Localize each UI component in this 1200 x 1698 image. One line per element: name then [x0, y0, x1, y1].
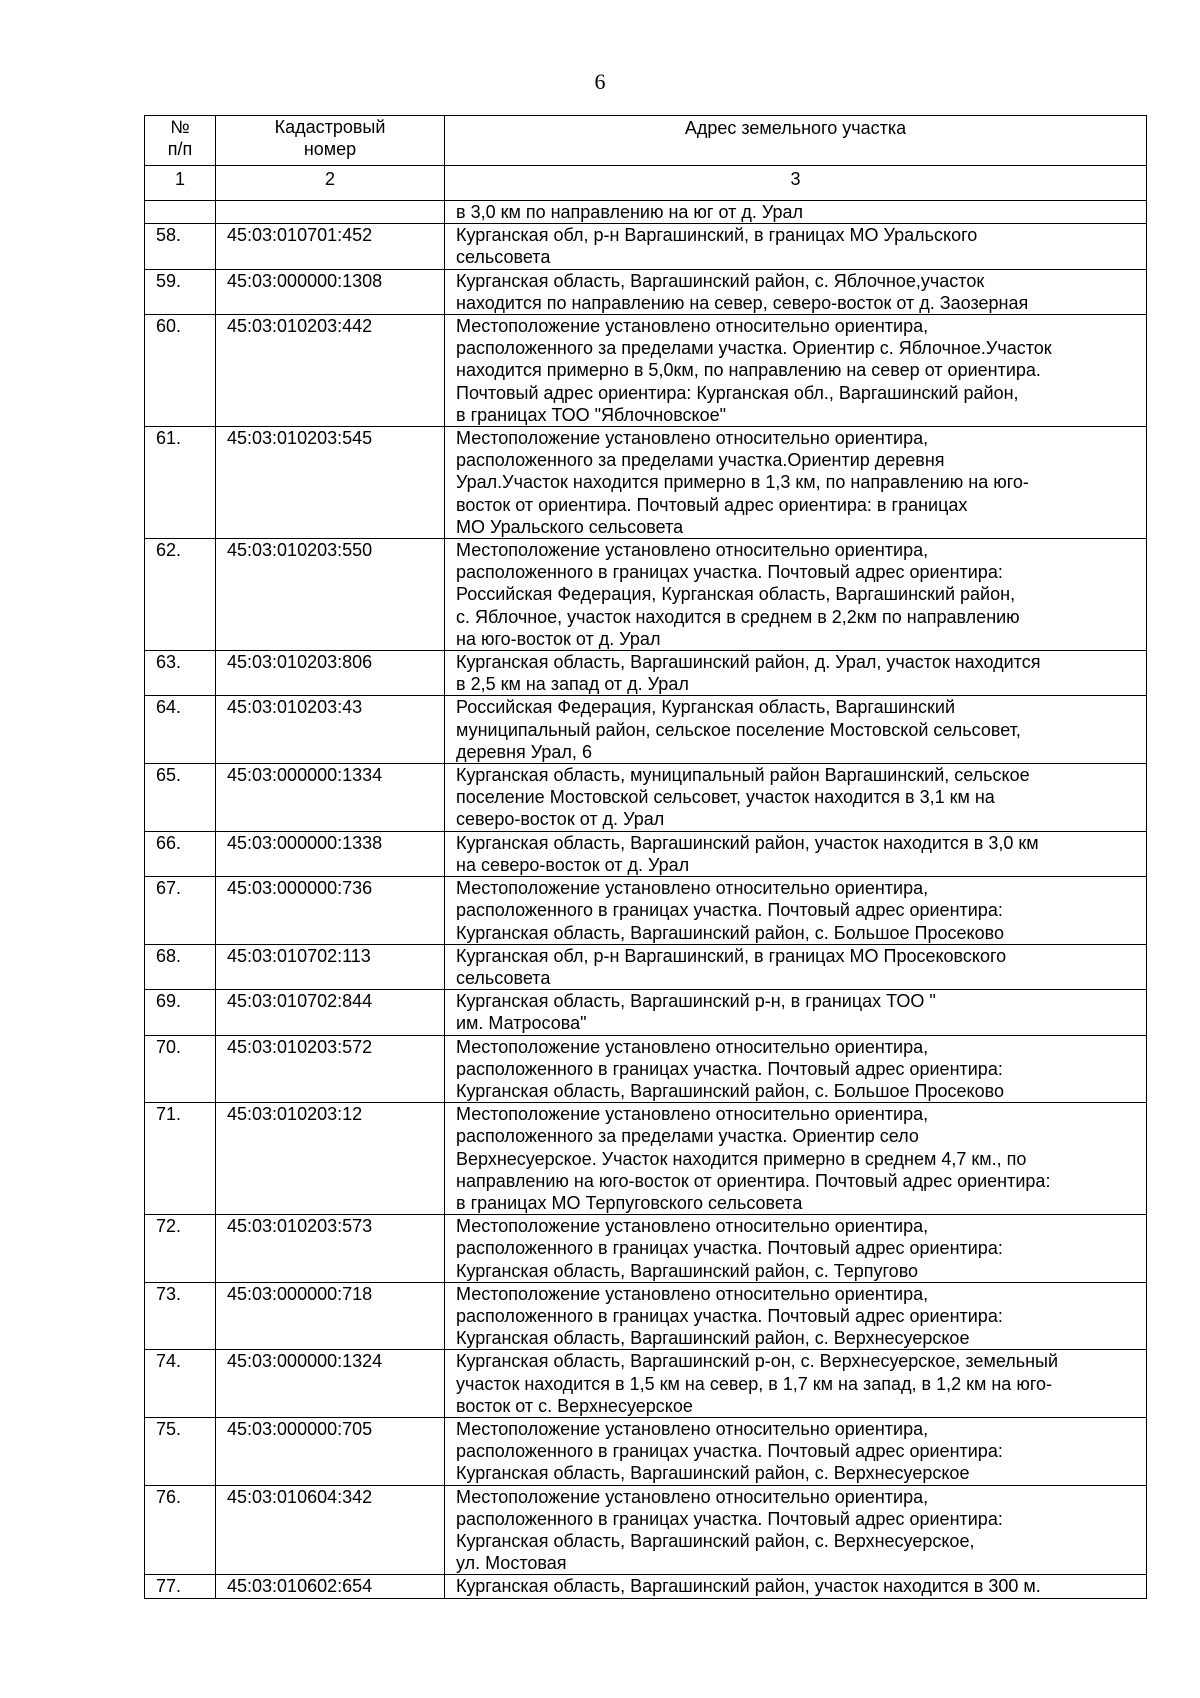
plot-address [445, 1035, 1147, 1103]
cadastral-number: 45:03:000000:1324 [216, 1350, 445, 1418]
table-row [145, 764, 1147, 832]
row-number: 58. [145, 224, 216, 269]
cadastral-number: 45:03:010203:572 [216, 1035, 445, 1103]
row-number: 60. [145, 315, 216, 427]
table-row [145, 1350, 1147, 1418]
address-line: ул. Мостовая [456, 1553, 567, 1574]
address-line: им. Матросова" [456, 1013, 587, 1034]
cadastral-number: 45:03:010203:43 [216, 696, 445, 764]
table-row [145, 201, 1147, 224]
row-number: 73. [145, 1282, 216, 1350]
address-line: Курганская обл, р-н Варгашинский, в границах МО Просековского [456, 945, 1007, 966]
address-line: находится по направлению на север, северо-восток от д. Заозерная [456, 292, 1029, 313]
column-number: 3 [445, 166, 1147, 201]
address-line: в 3,0 км по направлению на юг от д. Урал [456, 202, 804, 222]
column-number: 2 [216, 166, 445, 201]
header-address [445, 116, 1147, 166]
address-line: Местоположение установлено относительно ориентира, [456, 878, 929, 899]
address-line: расположенного в границах участка. Почтовый адрес ориентира: [456, 1305, 1003, 1326]
table-row [145, 1417, 1147, 1485]
header-cadastral-line: Кадастровый [274, 117, 386, 137]
address-line: расположенного за пределами участка. Ориентир с. Яблочное.Участок [456, 338, 1052, 359]
plot-address [445, 877, 1147, 945]
table-row [145, 831, 1147, 876]
header-cadastral-line: номер [303, 139, 357, 160]
cadastral-number: 45:03:010203:545 [216, 427, 445, 539]
row-number: 63. [145, 651, 216, 696]
plot-address [445, 1417, 1147, 1485]
address-line: Российская Федерация, Курганская область, Варгашинский район, [456, 584, 1016, 605]
address-line: в границах МО Терпуговского сельсовета [456, 1192, 803, 1213]
row-number: 74. [145, 1350, 216, 1418]
cadastral-number: 45:03:000000:1338 [216, 831, 445, 876]
header-number [145, 116, 216, 166]
row-number: 68. [145, 944, 216, 989]
row-number: 76. [145, 1485, 216, 1575]
table-row [145, 224, 1147, 269]
address-line: Российская Федерация, Курганская область, Варгашинский [456, 697, 956, 718]
address-line: муниципальный район, сельское поселение Мостовской сельсовет, [456, 719, 1021, 740]
cadastral-number: 45:03:000000:1308 [216, 269, 445, 314]
plot-address [445, 764, 1147, 832]
address-line: расположенного в границах участка. Почтовый адрес ориентира: [456, 562, 1003, 583]
address-line: Курганская область, Варгашинский район, с. Большое Просеково [456, 1080, 1004, 1101]
table-row [145, 1103, 1147, 1215]
row-number [145, 201, 216, 224]
plot-address [445, 944, 1147, 989]
address-line: Местоположение установлено относительно ориентира, [456, 1104, 929, 1125]
cadastral-number: 45:03:010203:573 [216, 1215, 445, 1283]
row-number: 69. [145, 990, 216, 1035]
cadastral-number: 45:03:010701:452 [216, 224, 445, 269]
cadastral-number: 45:03:000000:705 [216, 1417, 445, 1485]
table-row [145, 696, 1147, 764]
address-line: Местоположение установлено относительно ориентира, [456, 540, 929, 561]
address-line: поселение Мостовской сельсовет, участок находится в 3,1 км на [456, 787, 995, 808]
address-line: Курганская область, Варгашинский р-н, в границах ТОО " [456, 991, 936, 1012]
plot-address [445, 1350, 1147, 1418]
table-row [145, 1215, 1147, 1283]
table-row [145, 990, 1147, 1035]
plot-address [445, 539, 1147, 651]
address-line: находится примерно в 5,0км, по направлению на север от ориентира. [456, 360, 1041, 381]
row-number: 62. [145, 539, 216, 651]
address-line: Курганская область, Варгашинский район, участок находится в 300 м. [456, 1576, 1041, 1597]
header-address-line: Адрес земельного участка [684, 118, 907, 138]
address-line: Местоположение установлено относительно ориентира, [456, 1036, 929, 1057]
land-plots-table [144, 115, 1147, 1599]
header-cadastral [216, 116, 445, 166]
plot-address [445, 201, 1147, 224]
address-line: деревня Урал, 6 [456, 741, 592, 762]
address-line: Курганская обл, р-н Варгашинский, в границах МО Уральского [456, 225, 978, 246]
plot-address [445, 1282, 1147, 1350]
plot-address [445, 1215, 1147, 1283]
row-number: 59. [145, 269, 216, 314]
row-number: 71. [145, 1103, 216, 1215]
table-row [145, 651, 1147, 696]
table-row [145, 877, 1147, 945]
header-number-line: № [170, 117, 190, 137]
column-number: 1 [145, 166, 216, 201]
table-row [145, 1485, 1147, 1575]
address-line: Курганская область, Варгашинский район, с. Большое Просеково [456, 922, 1004, 943]
address-line: Курганская область, муниципальный район Варгашинский, сельское [456, 765, 1030, 786]
address-line: расположенного в границах участка. Почтовый адрес ориентира: [456, 900, 1003, 921]
cadastral-number [216, 201, 445, 224]
plot-address [445, 990, 1147, 1035]
plot-address [445, 696, 1147, 764]
table-row [145, 315, 1147, 427]
cadastral-number: 45:03:000000:718 [216, 1282, 445, 1350]
address-line: участок находится в 1,5 км на север, в 1,7 км на запад, в 1,2 км на юго- [456, 1373, 1052, 1394]
cadastral-number: 45:03:010203:806 [216, 651, 445, 696]
address-line: на северо-восток от д. Урал [456, 854, 690, 875]
address-line: Курганская область, Варгашинский район, с. Верхнесуерское, [456, 1530, 975, 1551]
address-line: расположенного в границах участка. Почтовый адрес ориентира: [456, 1508, 1003, 1529]
row-number: 77. [145, 1575, 216, 1598]
address-line: Местоположение установлено относительно ориентира, [456, 1283, 929, 1304]
address-line: расположенного в границах участка. Почтовый адрес ориентира: [456, 1441, 1003, 1462]
plot-address [445, 651, 1147, 696]
address-line: МО Уральского сельсовета [456, 516, 684, 537]
cadastral-number: 45:03:010203:442 [216, 315, 445, 427]
address-line: Верхнесуерское. Участок находится примерно в среднем 4,7 км., по [456, 1148, 1027, 1169]
page-number: 6 [594, 69, 606, 94]
table-row [145, 1282, 1147, 1350]
plot-address [445, 427, 1147, 539]
address-line: Курганская область, Варгашинский район, с. Верхнесуерское [456, 1328, 970, 1349]
table-row [145, 944, 1147, 989]
row-number: 66. [145, 831, 216, 876]
cadastral-number: 45:03:010203:550 [216, 539, 445, 651]
address-line: в 2,5 км на запад от д. Урал [456, 674, 689, 695]
table-row [145, 1035, 1147, 1103]
address-line: Урал.Участок находится примерно в 1,3 км, по направлению на юго- [456, 472, 1029, 493]
table-row [145, 427, 1147, 539]
address-line: Местоположение установлено относительно ориентира, [456, 1216, 929, 1237]
address-line: расположенного в границах участка. Почтовый адрес ориентира: [456, 1238, 1003, 1259]
row-number: 70. [145, 1035, 216, 1103]
address-line: Курганская область, Варгашинский р-он, с. Верхнесуерское, земельный [456, 1351, 1059, 1372]
plot-address [445, 1103, 1147, 1215]
row-number: 75. [145, 1417, 216, 1485]
header-number-line: п/п [167, 139, 193, 160]
address-line: Курганская область, Варгашинский район, с. Яблочное,участок [456, 270, 985, 291]
plot-address [445, 1575, 1147, 1598]
table-row [145, 539, 1147, 651]
cadastral-number: 45:03:000000:736 [216, 877, 445, 945]
cadastral-number: 45:03:010702:113 [216, 944, 445, 989]
plot-address [445, 315, 1147, 427]
cadastral-number: 45:03:010203:12 [216, 1103, 445, 1215]
plot-address [445, 224, 1147, 269]
row-number: 67. [145, 877, 216, 945]
address-line: Местоположение установлено относительно ориентира, [456, 316, 929, 337]
address-line: северо-восток от д. Урал [456, 809, 665, 830]
row-number: 64. [145, 696, 216, 764]
row-number: 65. [145, 764, 216, 832]
cadastral-number: 45:03:000000:1334 [216, 764, 445, 832]
address-line: направлению на юго-восток от ориентира. Почтовый адрес ориентира: [456, 1170, 1051, 1191]
address-line: Почтовый адрес ориентира: Курганская обл., Варгашинский район, [456, 382, 1019, 403]
address-line: Местоположение установлено относительно ориентира, [456, 1418, 929, 1439]
address-line: восток от ориентира. Почтовый адрес ориентира: в границах [456, 494, 968, 515]
plot-address [445, 831, 1147, 876]
plot-address [445, 269, 1147, 314]
address-line: Курганская область, Варгашинский район, д. Урал, участок находится [456, 652, 1041, 673]
address-line: расположенного за пределами участка. Ориентир село [456, 1126, 919, 1147]
column-number-row [145, 166, 1147, 201]
table-header-row [145, 116, 1147, 166]
table-row [145, 269, 1147, 314]
address-line: Курганская область, Варгашинский район, с. Терпугово [456, 1260, 919, 1281]
address-line: расположенного в границах участка. Почтовый адрес ориентира: [456, 1058, 1003, 1079]
address-line: расположенного за пределами участка.Ориентир деревня [456, 450, 945, 471]
cadastral-number: 45:03:010604:342 [216, 1485, 445, 1575]
plot-address [445, 1485, 1147, 1575]
row-number: 72. [145, 1215, 216, 1283]
cadastral-number: 45:03:010602:654 [216, 1575, 445, 1598]
address-line: Курганская область, Варгашинский район, участок находится в 3,0 км [456, 832, 1039, 853]
address-line: Курганская область, Варгашинский район, с. Верхнесуерское [456, 1463, 970, 1484]
address-line: на юго-восток от д. Урал [456, 628, 661, 649]
address-line: с. Яблочное, участок находится в среднем в 2,2км по направлению [456, 606, 1020, 627]
address-line: Местоположение установлено относительно ориентира, [456, 428, 929, 449]
address-line: восток от с. Верхнесуерское [456, 1395, 693, 1416]
row-number: 61. [145, 427, 216, 539]
cadastral-number: 45:03:010702:844 [216, 990, 445, 1035]
address-line: сельсовета [456, 967, 551, 988]
table-row [145, 1575, 1147, 1598]
address-line: Местоположение установлено относительно ориентира, [456, 1486, 929, 1507]
address-line: сельсовета [456, 247, 551, 268]
address-line: в границах ТОО "Яблочновское" [456, 404, 727, 425]
